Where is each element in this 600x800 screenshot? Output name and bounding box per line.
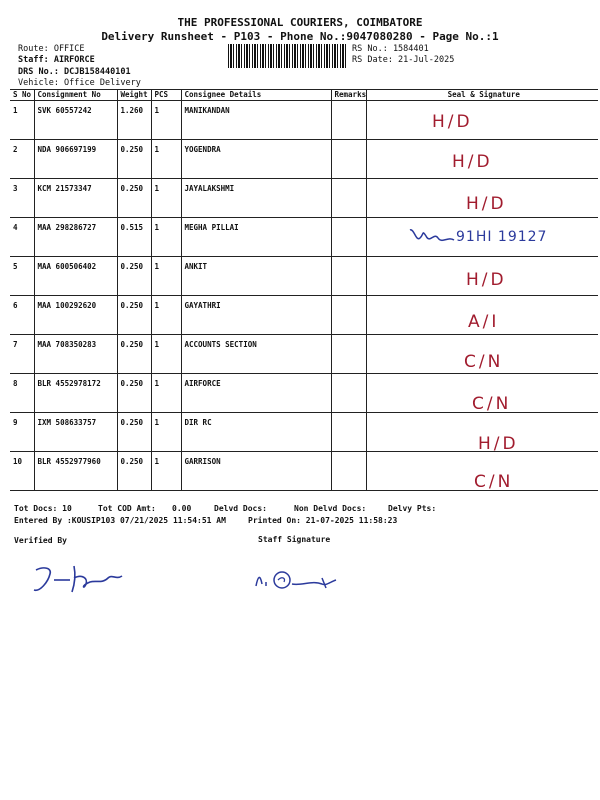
col-header-seal: Seal & Signature — [366, 90, 598, 101]
handwritten-seal: A/I — [468, 312, 500, 332]
cell-consignment: IXM 508633757 — [34, 413, 117, 452]
cell-pcs: 1 — [151, 452, 181, 491]
cell-remarks — [331, 257, 366, 296]
cell-seal — [366, 101, 598, 140]
cell-consignment: BLR 4552977960 — [34, 452, 117, 491]
cell-sno: 8 — [10, 374, 34, 413]
cell-weight: 0.250 — [117, 335, 151, 374]
cell-sno: 10 — [10, 452, 34, 491]
rs-number: RS No.: 1584401 — [352, 44, 429, 54]
cell-remarks — [331, 101, 366, 140]
cell-weight: 0.250 — [117, 296, 151, 335]
cell-pcs: 1 — [151, 296, 181, 335]
cell-consignment: MAA 600506402 — [34, 257, 117, 296]
cell-weight: 0.250 — [117, 374, 151, 413]
cell-remarks — [331, 140, 366, 179]
delivery-points: Delvy Pts: — [388, 504, 437, 513]
non-delivered-docs: Non Delvd Docs: — [294, 504, 367, 513]
cell-consignment: NDA 906697199 — [34, 140, 117, 179]
cell-weight: 1.260 — [117, 101, 151, 140]
cell-consignee: ACCOUNTS SECTION — [181, 335, 331, 374]
cell-weight: 0.250 — [117, 413, 151, 452]
cell-consignee: GAYATHRI — [181, 296, 331, 335]
cell-consignee: GARRISON — [181, 452, 331, 491]
cell-sno: 4 — [10, 218, 34, 257]
cell-consignee: YOGENDRA — [181, 140, 331, 179]
verified-by-label: Verified By — [14, 536, 67, 545]
handwritten-seal: C/N — [474, 472, 514, 492]
cell-remarks — [331, 296, 366, 335]
cell-sno: 6 — [10, 296, 34, 335]
verifier-signature — [30, 560, 130, 600]
cell-consignee: JAYALAKSHMI — [181, 179, 331, 218]
cell-consignment: MAA 708350283 — [34, 335, 117, 374]
cell-pcs: 1 — [151, 257, 181, 296]
col-header-consignment: Consignment No — [34, 90, 117, 101]
col-header-sno: S No — [10, 90, 34, 101]
cell-consignee: AIRFORCE — [181, 374, 331, 413]
cell-pcs: 1 — [151, 335, 181, 374]
cell-consignment: KCM 21573347 — [34, 179, 117, 218]
handwritten-seal: H/D — [478, 434, 519, 454]
table-row — [10, 179, 598, 218]
cell-remarks — [331, 374, 366, 413]
cell-sno: 1 — [10, 101, 34, 140]
cell-consignee: MEGHA PILLAI — [181, 218, 331, 257]
cell-remarks — [331, 218, 366, 257]
staff-signature — [252, 566, 342, 596]
col-header-remarks: Remarks — [331, 90, 366, 101]
staff-signature-label: Staff Signature — [258, 535, 331, 544]
col-header-weight: Weight — [117, 90, 151, 101]
total-cod-value: 0.00 — [172, 504, 192, 513]
runsheet-table — [10, 89, 598, 491]
handwritten-seal: C/N — [464, 352, 504, 372]
handwritten-seal: H/D — [432, 112, 473, 132]
cell-pcs: 1 — [151, 218, 181, 257]
cell-consignee: DIR RC — [181, 413, 331, 452]
vehicle-label: Vehicle: Office Delivery — [18, 78, 141, 88]
col-header-pcs: PCS — [151, 90, 181, 101]
col-header-consignee: Consignee Details — [181, 90, 331, 101]
cell-remarks — [331, 179, 366, 218]
total-cod-label: Tot COD Amt: — [98, 504, 156, 513]
handwritten-seal: C/N — [472, 394, 512, 414]
table-row — [10, 101, 598, 140]
delivered-docs: Delvd Docs: — [214, 504, 267, 513]
cell-remarks — [331, 413, 366, 452]
cell-sno: 5 — [10, 257, 34, 296]
cell-weight: 0.515 — [117, 218, 151, 257]
handwritten-signature: 91HI 19127 — [408, 226, 547, 248]
table-row — [10, 140, 598, 179]
entered-by: Entered By :KOUSIP103 07/21/2025 11:54:51 AM — [14, 516, 226, 525]
cell-weight: 0.250 — [117, 140, 151, 179]
staff-label: Staff: AIRFORCE — [18, 55, 95, 65]
cell-weight: 0.250 — [117, 179, 151, 218]
cell-consignment: SVK 60557242 — [34, 101, 117, 140]
runsheet-title: Delivery Runsheet - P103 - Phone No.:9047080280 - Page No.:1 — [101, 30, 499, 43]
cell-consignee: MANIKANDAN — [181, 101, 331, 140]
cell-pcs: 1 — [151, 374, 181, 413]
table-row — [10, 296, 598, 335]
route-label: Route: OFFICE — [18, 44, 85, 54]
signature-icon — [30, 560, 130, 600]
cell-sno: 9 — [10, 413, 34, 452]
table-header-row — [10, 90, 598, 101]
cell-weight: 0.250 — [117, 257, 151, 296]
handwritten-seal: H/D — [466, 270, 507, 290]
cell-consignee: ANKIT — [181, 257, 331, 296]
handwritten-seal: H/D — [466, 194, 507, 214]
cell-pcs: 1 — [151, 179, 181, 218]
signature-icon — [252, 566, 342, 596]
table-row — [10, 257, 598, 296]
table-row — [10, 335, 598, 374]
cell-sno: 3 — [10, 179, 34, 218]
cell-pcs: 1 — [151, 140, 181, 179]
cell-remarks — [331, 335, 366, 374]
cell-weight: 0.250 — [117, 452, 151, 491]
total-docs: Tot Docs: 10 — [14, 504, 72, 513]
scribble-icon — [408, 226, 456, 248]
cell-sno: 2 — [10, 140, 34, 179]
cell-consignment: MAA 298286727 — [34, 218, 117, 257]
cell-sno: 7 — [10, 335, 34, 374]
cell-pcs: 1 — [151, 413, 181, 452]
drs-label: DRS No.: DCJB158440101 — [18, 67, 131, 77]
cell-consignment: MAA 100292620 — [34, 296, 117, 335]
cell-pcs: 1 — [151, 101, 181, 140]
rs-date: RS Date: 21-Jul-2025 — [352, 55, 455, 65]
printed-on: Printed On: 21-07-2025 11:58:23 — [248, 516, 398, 525]
cell-remarks — [331, 452, 366, 491]
cell-consignment: BLR 4552978172 — [34, 374, 117, 413]
handwritten-seal: H/D — [452, 152, 493, 172]
barcode — [228, 44, 346, 68]
company-title: THE PROFESSIONAL COURIERS, COIMBATORE — [177, 16, 423, 29]
